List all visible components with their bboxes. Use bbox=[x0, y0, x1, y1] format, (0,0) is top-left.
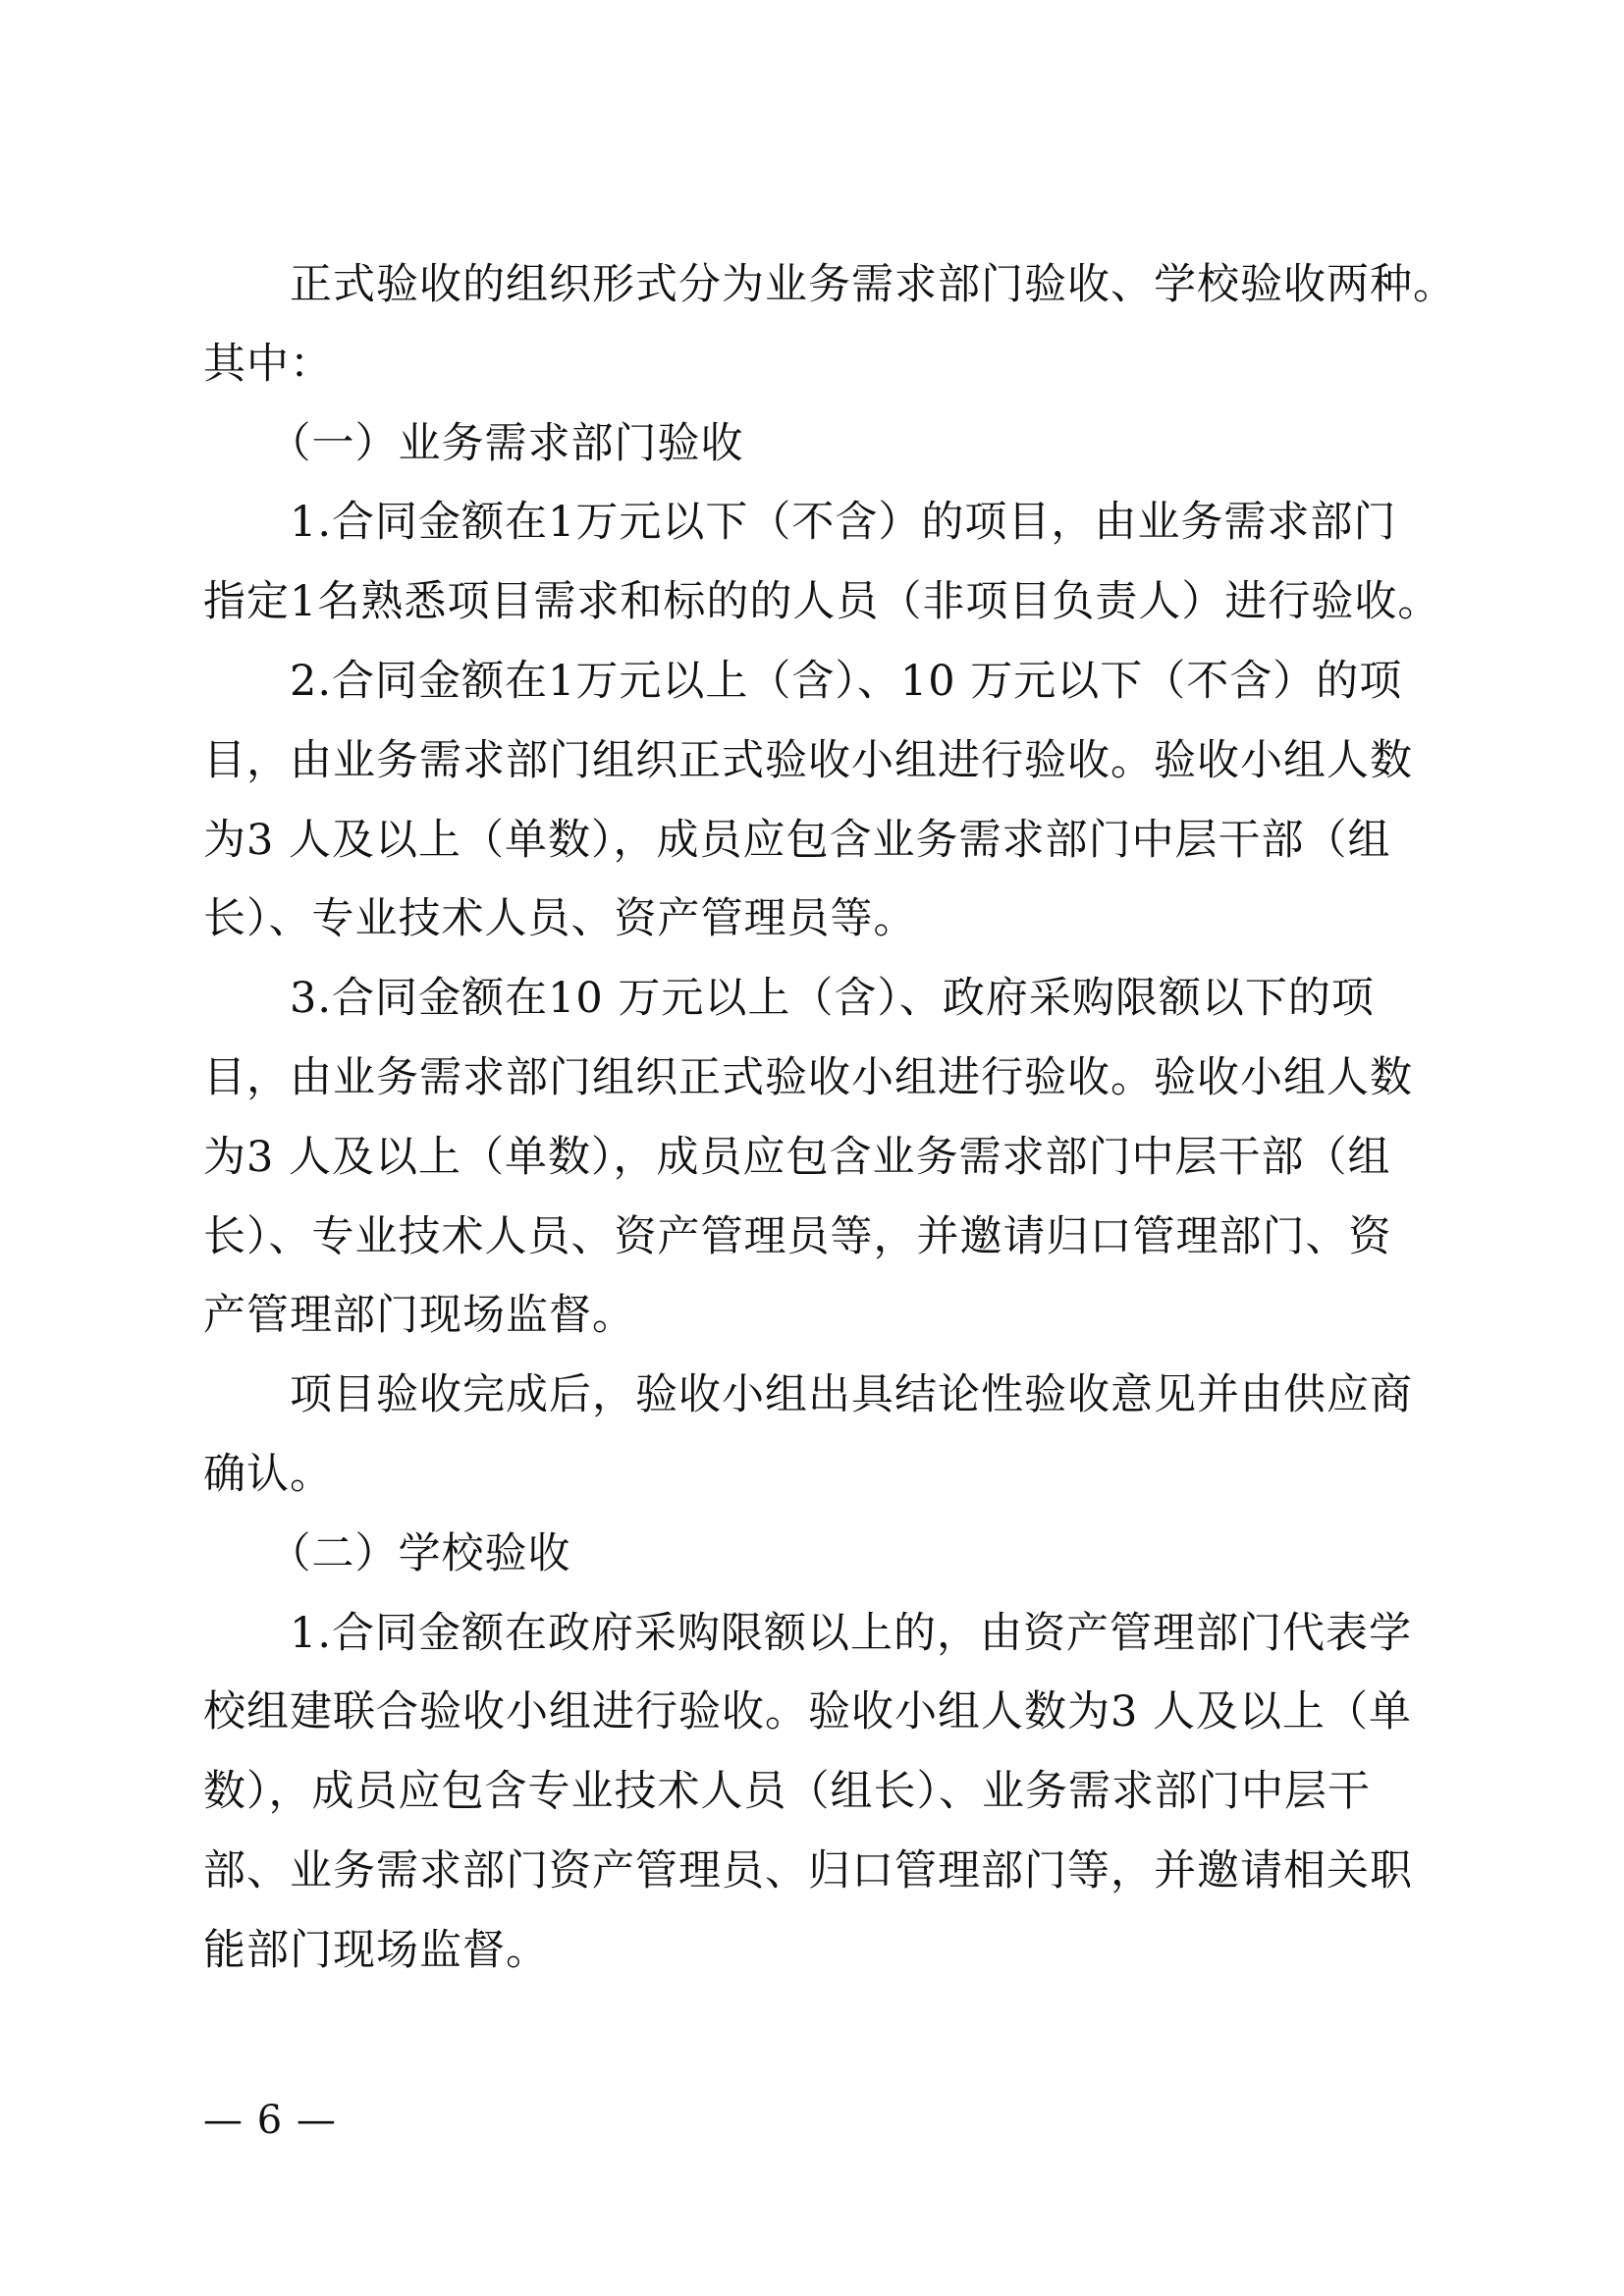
text-line-18: 1.合同金额在政府采购限额以上的，由资产管理部门代表学 bbox=[203, 1608, 1413, 1658]
text-line-15: 项目验收完成后，验收小组出具结论性验收意见并由供应商 bbox=[203, 1370, 1413, 1420]
text-line-2: 其中： bbox=[203, 339, 333, 389]
text-line-10: 3.合同金额在10 万元以上（含）、政府采购限额以下的项 bbox=[203, 974, 1375, 1024]
text-line-11: 目，由业务需求部门组织正式验收小组进行验收。验收小组人数 bbox=[203, 1052, 1413, 1102]
text-line-16: 确认。 bbox=[203, 1449, 333, 1499]
text-line-9: 长）、专业技术人员、资产管理员等。 bbox=[203, 894, 917, 944]
text-line-1: 正式验收的组织形式分为业务需求部门验收、学校验收两种。 bbox=[203, 260, 1456, 309]
text-line-20: 数），成员应包含专业技术人员（组长）、业务需求部门中层干 bbox=[203, 1767, 1371, 1817]
text-line-19: 校组建联合验收小组进行验收。验收小组人数为3 人及以上（单 bbox=[203, 1687, 1413, 1737]
text-line-5: 指定1名熟悉项目需求和标的的人员（非项目负责人）进行验收。 bbox=[203, 577, 1441, 627]
text-line-7: 目，由业务需求部门组织正式验收小组进行验收。验收小组人数 bbox=[203, 735, 1413, 785]
text-line-4: 1.合同金额在1万元以下（不含）的项目，由业务需求部门 bbox=[203, 498, 1397, 548]
text-line-13: 长）、专业技术人员、资产管理员等，并邀请归口管理部门、资 bbox=[203, 1211, 1392, 1261]
text-line-8: 为3 人及以上（单数），成员应包含业务需求部门中层干部（组 bbox=[203, 815, 1391, 865]
page-number: — 6 — bbox=[203, 2098, 337, 2143]
text-line-14: 产管理部门现场监督。 bbox=[203, 1291, 635, 1341]
section-heading-1: （一）业务需求部门验收 bbox=[203, 418, 744, 468]
section-heading-2: （二）学校验收 bbox=[203, 1528, 571, 1578]
text-line-22: 能部门现场监督。 bbox=[203, 1925, 549, 1975]
text-line-12: 为3 人及以上（单数），成员应包含业务需求部门中层干部（组 bbox=[203, 1132, 1391, 1182]
text-line-21: 部、业务需求部门资产管理员、归口管理部门等，并邀请相关职 bbox=[203, 1845, 1413, 1896]
text-line-6: 2.合同金额在1万元以上（含）、10 万元以下（不含）的项 bbox=[203, 656, 1403, 706]
body-text bbox=[203, 245, 1456, 1991]
